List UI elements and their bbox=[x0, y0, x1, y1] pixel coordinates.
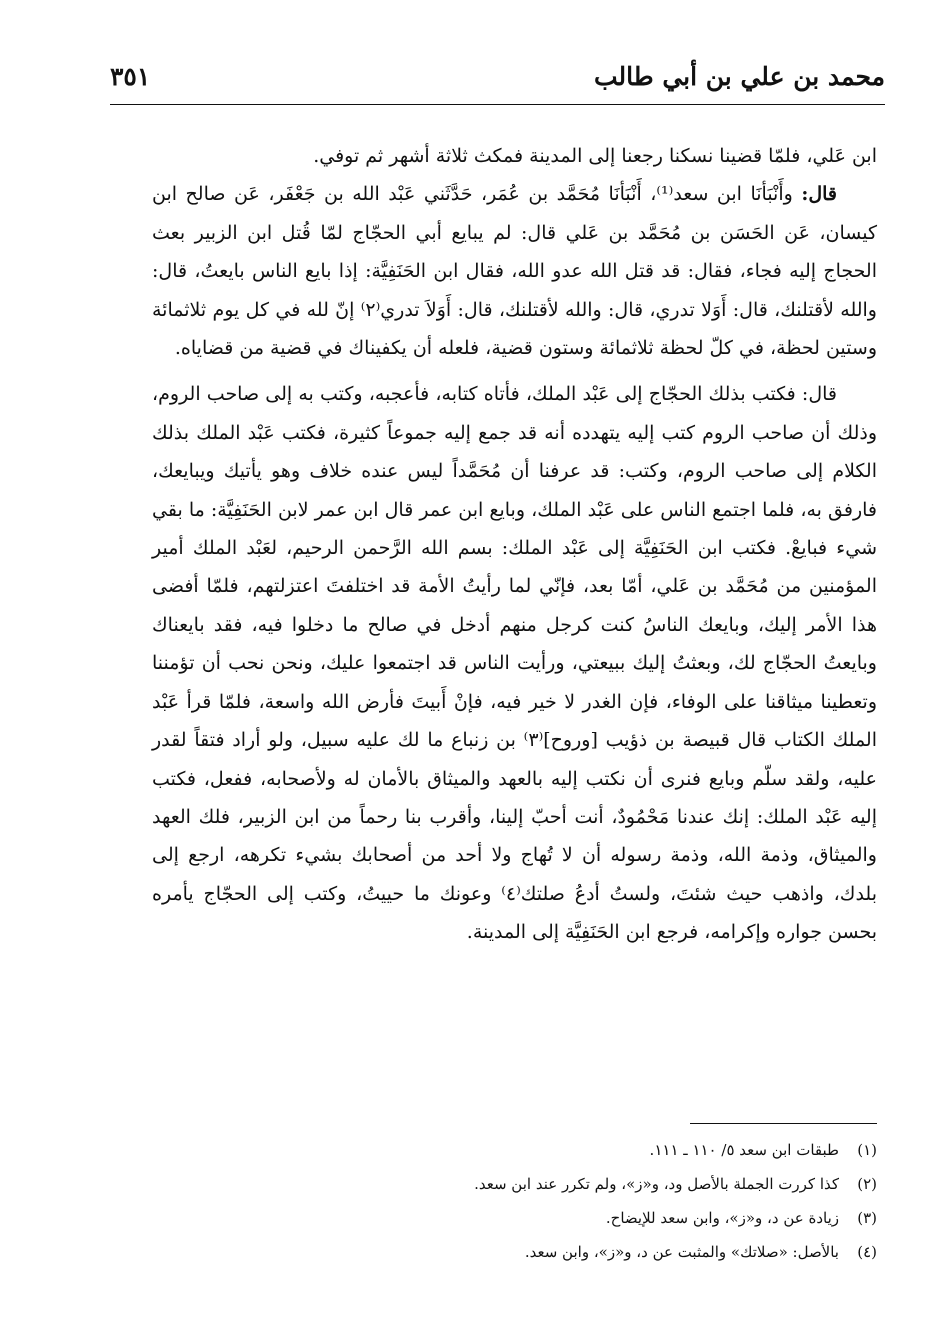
footnote-rule bbox=[690, 1123, 877, 1124]
running-title: محمد بن علي بن أبي طالب bbox=[593, 62, 885, 91]
paragraph-text: ابن عَلي، فلمّا قضينا نسكنا رجعنا إلى المدينة فمكث ثلاثة أشهر ثم توفي. bbox=[313, 145, 877, 167]
footnotes bbox=[152, 1133, 877, 1269]
footnote-text: طبقات ابن سعد ٥/ ١١٠ ـ ١١١. bbox=[649, 1141, 839, 1159]
paragraph-lead: قال: bbox=[801, 183, 838, 206]
footnote-text: كذا كررت الجملة بالأصل ود، و«ز»، ولم تكرر عند ابن سعد. bbox=[474, 1175, 839, 1193]
header-rule bbox=[110, 104, 885, 105]
footnote-item bbox=[152, 1201, 877, 1235]
paragraph-text: وأَنْبَأنَا ابن سعد⁽¹⁾، أَنْبَأنَا مُحَمَّد بن عُمَر، حَدَّثَني عَبْد الله بن جَعْفَر، عَن صالح ابن كيسان، عَن الحَسَن بن مُحَمَّد بن عَلي قال: لم يبايع أبي الحجّاج لمّا قُتل ابن الزبير بعث الحجاج إليه فجاء، فقال: قد قتل الله عدو الله، فقال ابن الحَنَفِيَّة: إذا بايع الناس بايعتُ، قال: والله لأقتلنك، قال: أَوَلا تدري، قال: والله لأقتلنك، قال: أَوَلاَ تدري⁽٢⁾ إنّ لله في كل يوم ثلاثمائة وستين لحظة، في كلّ لحظة ثلاثمائة وستون قضية، فلعله أن يكفيناك في قضية من قضاياه. bbox=[152, 183, 877, 360]
paragraph-gap bbox=[152, 367, 877, 375]
footnote-number: (٢) bbox=[857, 1175, 877, 1193]
footnote-text: بالأصل: «صلاتك» والمثبت عن د، و«ز»، وابن سعد. bbox=[524, 1243, 839, 1261]
footnote-item bbox=[152, 1167, 877, 1201]
footnote-item bbox=[152, 1235, 877, 1269]
page-header bbox=[110, 62, 885, 102]
footnote-number: (٣) bbox=[857, 1209, 877, 1227]
paragraph-1 bbox=[152, 137, 877, 175]
paragraph-text: قال: فكتب بذلك الحجّاج إلى عَبْد الملك، فأتاه كتابه، فأعجبه، وكتب به إلى صاحب الروم، وذلك أن صاحب الروم كتب إليه يتهدده أنه قد جمع إليه جموعاً كثيرة، فكتب عَبْد الملك بذلك الكلام إلى صاحب الروم، وكتب: قد عرفنا أن مُحَمَّداً ليس عنده خلاف وهو يأتيك ويبايعك، فارفق به، فلما اجتمع الناس على عَبْد الملك، وبايع ابن عمر قال ابن عمر لابن الحَنَفِيَّة: ما بقي شيء فبايعْ. فكتب ابن الحَنَفِيَّة إلى عَبْد الملك: بسم الله الرَّحمن الرحيم، لعَبْد الملك أمير المؤمنين من مُحَمَّد بن عَلي، أمّا بعد، فإنّي لما رأيتُ الأمة قد اختلفتَ اعتزلتهم، فلمّا أفضى هذا الأمر إليك، وبايعك الناسُ كنت كرجل منهم أدخل في صالح ما دخلوا فيه، فقد بايعناك وبايعتُ الحجّاج لك، وبعثتُ إليك ببيعتي، ورأيت الناس قد اجتمعوا عليك، ونحن نحب أن تؤمننا وتعطينا ميثاقنا على الوفاء، فإن الغدر لا خير فيه، فإنْ أَبيتَ فأرض الله واسعة، فلمّا قرأ عَبْد الملك الكتاب قال قبيصة بن ذؤيب [وروح]⁽٣⁾ بن زنباع ما لك عليه سبيل، ولو أراد فتقاً لقدر عليه، ولقد سلّم وبايع فنرى أن نكتب إليه بالعهد والميثاق بالأمان له ولأصحابه، ففعل، فكتب إليه عَبْد الملك: إنك عندنا مَحْمُودٌ، أنت أحبّ إلينا، وأقرب بنا رحماً من ابن الزبير، فلك العهد والميثاق، وذمة الله، وذمة رسوله أن لا تُهاج ولا أحد من أصحابك بشيء تكرهه، ارجع إلى بلدك، واذهب حيث شئتَ، ولستُ أدعُ صلتك⁽٤⁾ وعونك ما حييتُ، وكتب إلى الحجّاج يأمره بحسن جواره وإكرامه، فرجع ابن الحَنَفِيَّة إلى المدينة. bbox=[152, 383, 877, 944]
page-number: ٣٥١ bbox=[110, 62, 151, 91]
paragraph-2 bbox=[152, 175, 877, 367]
main-text bbox=[152, 137, 877, 952]
footnote-text: زيادة عن د، و«ز»، وابن سعد للإيضاح. bbox=[605, 1209, 839, 1227]
footnote-number: (٤) bbox=[857, 1243, 877, 1261]
paragraph-3 bbox=[152, 375, 877, 951]
footnote-number: (١) bbox=[857, 1141, 877, 1159]
footnote-item bbox=[152, 1133, 877, 1167]
